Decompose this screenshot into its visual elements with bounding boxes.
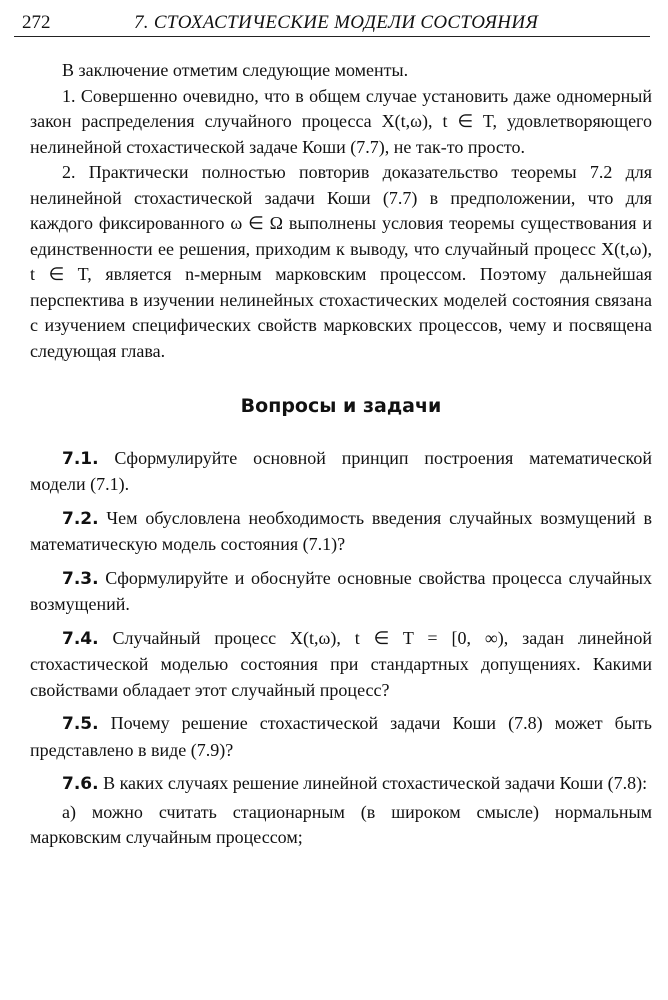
task-text: Сформулируйте основной принцип построения математической модели (7.1). [30,447,652,494]
intro-point-1: 1. Совершенно очевидно, что в общем случае установить даже одномерный закон распределения случайного процесса X(t,ω), t ∈ T, удовлетворяющего нелинейной стохастической задаче Коши (7.7), не так-то просто. [30,85,652,157]
intro-point-2: 2. Практически полностью повторив доказательство теоремы 7.2 для нелинейной стохастической задачи Коши (7.7) в предположении, что для каждого фиксированного ω ∈ Ω выполнены условия теоремы существования и единственности ее решения, приходим к выводу, что случайный процесс X(t,ω), t ∈ T, является n-мерным марковским процессом. Поэтому дальнейшая перспектива в изучении нелинейных стохастических моделей состояния связана с изучением специфических свойств марковских процессов, чему и посвящена следующая глава. [30,162,652,361]
task-number: 7.1. [62,448,99,469]
intro-lead: В заключение отметим следующие моменты. [62,60,409,80]
page-header [14,10,650,37]
task-number: 7.5. [62,714,99,734]
task-number: 7.4. [62,628,99,649]
task-number: 7.2. [62,508,99,529]
page-body [30,58,652,851]
task-text: В каких случаях решение линейной стохастической задачи Коши (7.8): [103,773,648,793]
task-item [30,626,652,704]
task-item [30,566,652,618]
task-item [30,771,652,798]
task-item [30,711,652,763]
task-item [30,446,652,498]
task-number: 7.6. [62,774,99,794]
task-text: Чем обусловлена необходимость введения случайных возмущений в математическую модель состояния (7.1)? [30,507,652,554]
section-heading: Вопросы и задачи [240,395,442,417]
running-title: 7. СТОХАСТИЧЕСКИЕ МОДЕЛИ СОСТОЯНИЯ [134,12,539,33]
task-number: 7.3. [62,568,99,589]
task-subitem: а) можно считать стационарным (в широком смысле) нормальным марковским случайным процессом; [30,801,652,847]
task-text: Сформулируйте и обоснуйте основные свойства процесса случайных возмущений. [30,567,652,614]
page-number: 272 [22,12,51,33]
task-text: Почему решение стохастической задачи Коши (7.8) может быть представлено в виде (7.9)? [30,713,652,760]
task-text: Случайный процесс X(t,ω), t ∈ T = [0, ∞), задан линейной стохастической моделью состояния при стандартных допущениях. Какими свойствами обладает этот случайный процесс? [30,627,653,700]
task-item [30,506,652,558]
